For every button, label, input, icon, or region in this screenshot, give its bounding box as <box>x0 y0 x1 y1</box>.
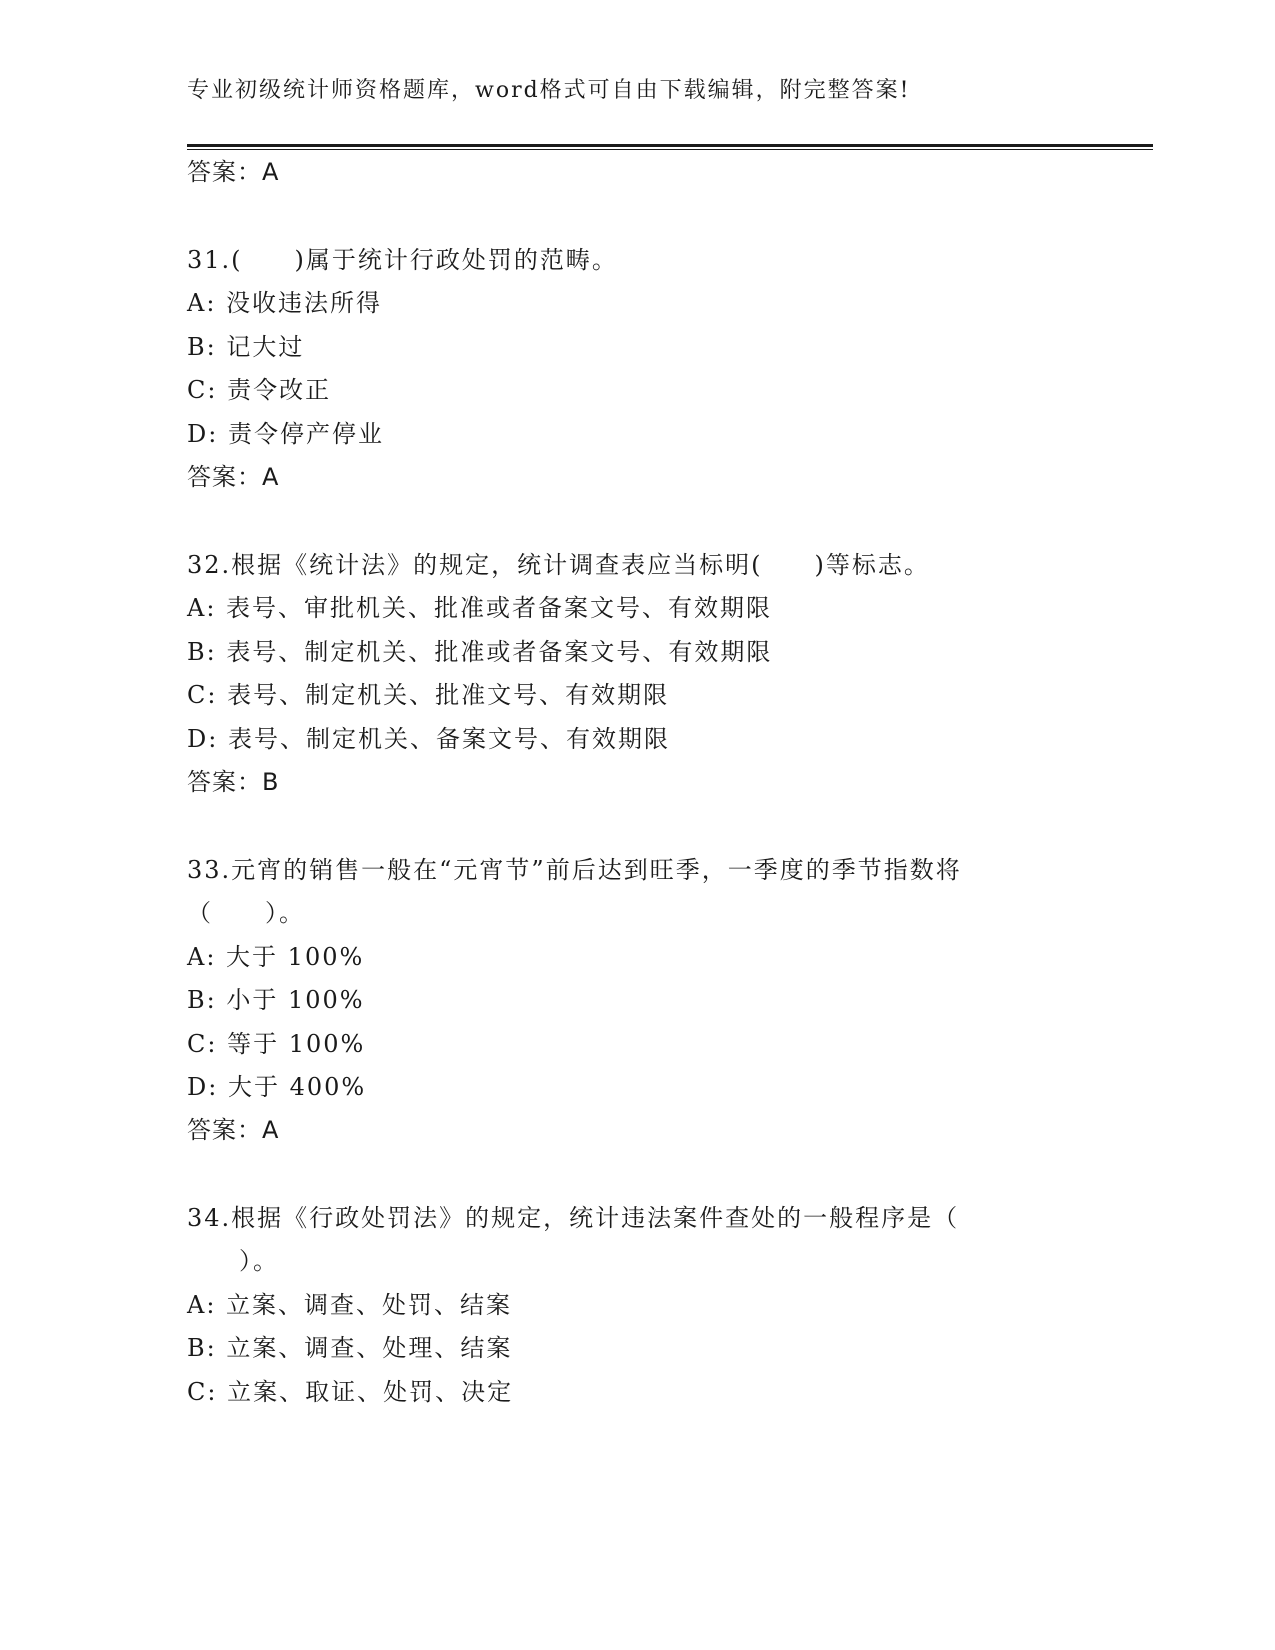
header-text: 专业初级统计师资格题库，word格式可自由下载编辑，附完整答案! <box>187 78 911 103</box>
question-33-answer: 答案：A <box>187 1116 280 1144</box>
question-32-option-a: A: 表号、审批机关、批准或者备案文号、有效期限 <box>187 594 773 622</box>
question-31-option-c: C: 责令改正 <box>187 376 332 404</box>
question-33-option-d: D: 大于 400% <box>187 1073 367 1101</box>
header-rule-thin <box>187 149 1153 150</box>
question-33-option-a: A: 大于 100% <box>187 943 365 971</box>
question-33-option-c: C: 等于 100% <box>187 1030 366 1058</box>
question-34-option-a: A: 立案、调查、处罚、结案 <box>187 1291 513 1319</box>
question-34-option-c: C: 立案、取证、处罚、决定 <box>187 1378 514 1406</box>
question-32-option-b: B: 表号、制定机关、批准或者备案文号、有效期限 <box>187 638 773 666</box>
header-rule-thick <box>187 144 1153 147</box>
question-33-stem: 33.元宵的销售一般在“元宵节”前后达到旺季，一季度的季节指数将 <box>187 856 962 884</box>
question-33-option-b: B: 小于 100% <box>187 986 365 1014</box>
question-31-answer: 答案：A <box>187 463 280 491</box>
question-34-option-b: B: 立案、调查、处理、结案 <box>187 1334 513 1362</box>
question-31-stem: 31.( )属于统计行政处罚的范畴。 <box>187 246 618 274</box>
question-34-stem: 34.根据《行政处罚法》的规定，统计违法案件查处的一般程序是（ <box>187 1204 960 1232</box>
question-31-option-d: D: 责令停产停业 <box>187 420 384 448</box>
question-32-answer: 答案：B <box>187 768 280 796</box>
question-31-option-b: B: 记大过 <box>187 333 305 361</box>
question-32-option-c: C: 表号、制定机关、批准文号、有效期限 <box>187 681 670 709</box>
question-32-stem: 32.根据《统计法》的规定，统计调查表应当标明( )等标志。 <box>187 551 930 579</box>
question-34-stem-cont: ）。 <box>187 1247 279 1275</box>
question-32-option-d: D: 表号、制定机关、备案文号、有效期限 <box>187 725 670 753</box>
answer-carryover: 答案：A <box>187 158 280 186</box>
question-33-stem-cont: （ ）。 <box>187 899 305 927</box>
question-31-option-a: A: 没收违法所得 <box>187 289 383 317</box>
